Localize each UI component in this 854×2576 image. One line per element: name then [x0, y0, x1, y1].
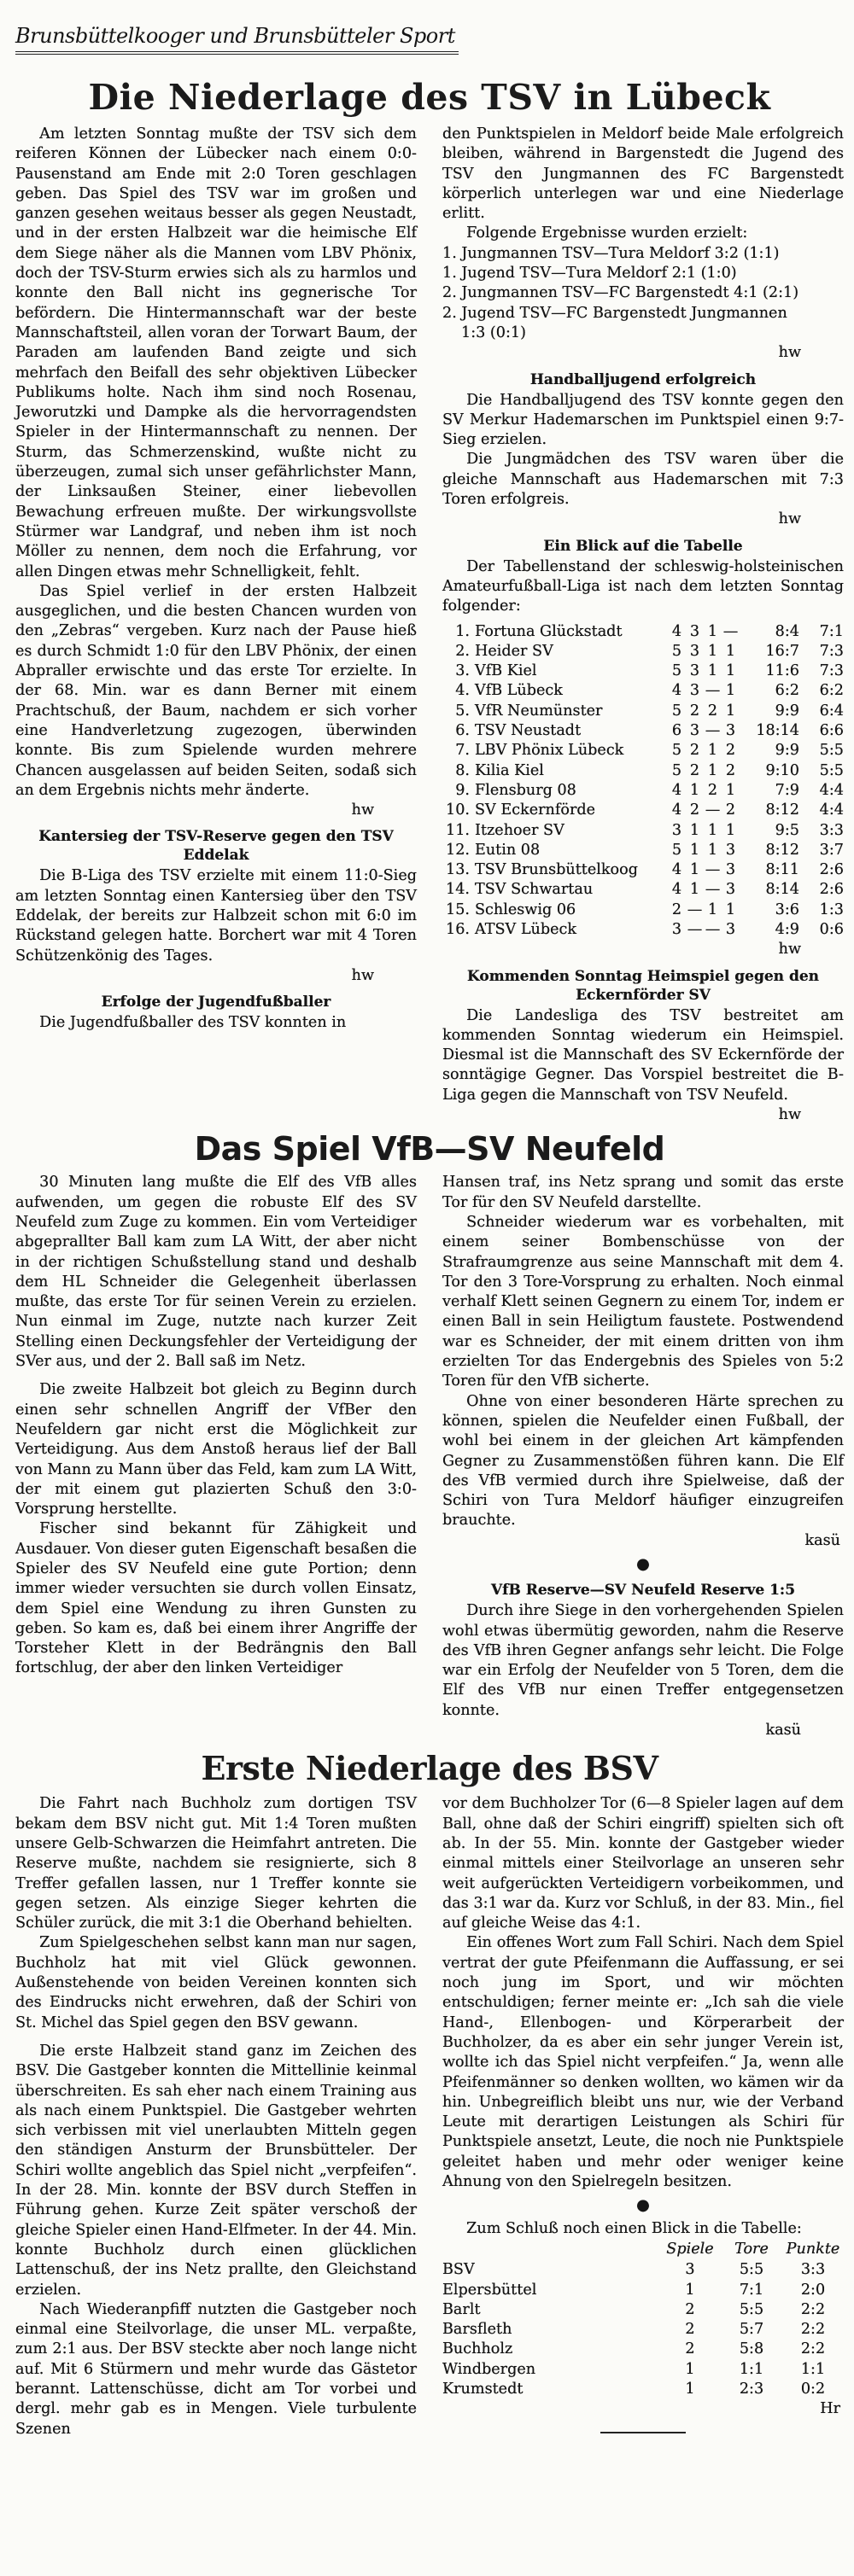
cell-points: 2:2: [800, 2340, 826, 2358]
result-item: 2. Jungmannen TSV—FC Bargenstedt 4:1 (2:1): [442, 284, 799, 302]
section-title: Brunsbüttelkooger und Brunsbütteler Sport: [15, 24, 459, 55]
article-column-left: [15, 1173, 417, 1740]
cell-team: Heider SV: [475, 642, 553, 660]
cell-won: 2: [689, 702, 700, 720]
cell-points: 6:4: [819, 702, 844, 720]
cell-games: 5: [671, 761, 682, 779]
column-header: Punkte: [786, 2240, 840, 2258]
paragraph: Die Jugendfußballer des TSV konnten in: [39, 1014, 347, 1032]
author-initials: hw: [351, 801, 374, 819]
cell-won: —: [687, 900, 703, 918]
cell-goals: 9:9: [775, 742, 799, 760]
paragraph: Der Tabellenstand der schleswig-holsteinischen Amateurfußball-Liga ist nach dem letzten Sonntag folgender:: [442, 557, 844, 615]
league-table-row: [442, 642, 844, 661]
article-vfb-neufeld: [15, 1173, 844, 1740]
league-table-row: [442, 860, 844, 880]
cell-points: 5:5: [819, 761, 844, 779]
cell-games: 1: [685, 2360, 695, 2378]
author-initials: kasü: [804, 1531, 840, 1549]
cell-won: 3: [689, 622, 700, 640]
author-initials: hw: [778, 510, 801, 528]
article-tsv-luebeck: [15, 125, 844, 1125]
cell-team: Kilia Kiel: [475, 761, 544, 779]
cell-won: 2: [689, 801, 700, 819]
cell-games: 2: [685, 2300, 695, 2318]
cell-rank: 5.: [455, 702, 470, 720]
cell-team: Itzehoer SV: [475, 821, 564, 839]
author-initials: Hr: [820, 2400, 840, 2418]
cell-team: LBV Phönix Lübeck: [475, 742, 624, 760]
cell-drawn: 2: [707, 781, 718, 799]
cell-goals: 8:14: [765, 881, 799, 899]
author-initials: kasü: [765, 1722, 801, 1740]
cell-team: Elpersbüttel: [442, 2281, 537, 2299]
end-rule: [600, 2432, 686, 2433]
cell-lost: 1: [725, 662, 736, 680]
cell-points: 6:6: [819, 722, 844, 740]
paragraph: Die zweite Halbzeit bot gleich zu Beginn durch einen sehr schnellen Angriff der VfBer den Neufeldern gar nicht erst die Möglichkeit zur Verteidigung. Aus dem Anstoß heraus lief der Ball von Mann zu Mann über das Feld, kam zum LA Witt, der mit einem gut plazierten Schuß den 3:0-Vorsprung herstellte.: [15, 1381, 417, 1518]
cell-points: 2:2: [800, 2300, 826, 2318]
author-initials: hw: [778, 1106, 801, 1124]
subheading: Kantersieg der TSV-Reserve gegen den TSV Eddelak: [38, 828, 394, 865]
standings-header-row: [442, 2239, 844, 2260]
cell-goals: 7:1: [739, 2281, 764, 2299]
bullet-separator: ●: [636, 2196, 650, 2215]
paragraph: Zum Schluß noch einen Blick in die Tabelle:: [466, 2219, 802, 2237]
cell-team: Fortuna Glückstadt: [475, 622, 623, 640]
cell-lost: 1: [725, 781, 736, 799]
cell-rank: 16.: [446, 920, 470, 938]
cell-goals: 1:1: [739, 2360, 764, 2378]
cell-points: 2:6: [819, 861, 844, 879]
league-table-row: [442, 661, 844, 681]
cell-games: 2: [671, 900, 682, 918]
cell-points: 0:2: [800, 2380, 826, 2398]
paragraph: Nach Wiederanpfiff nutzten die Gastgeber noch einmal eine Steilvorlage, die unser ML. verpaßte, zum 2:1 aus. Der BSV steckte aber noch lange nicht auf. Mit 6 Stürmern und mehr wurde das Gästetor berannt. Lattenschüsse, dicht am Tor vorbei und dergl. mehr gab es in Mengen. Viele turbulente Szenen: [15, 2300, 417, 2438]
cell-rank: 6.: [455, 722, 470, 740]
cell-goals: 5:5: [739, 2261, 764, 2279]
cell-points: 2:6: [819, 881, 844, 899]
league-table-row: [442, 741, 844, 761]
cell-team: Windbergen: [442, 2360, 536, 2378]
paragraph-gap: [15, 1372, 417, 1380]
cell-goals: 3:6: [775, 900, 799, 918]
cell-games: 5: [671, 662, 682, 680]
article-column-left: [15, 1794, 417, 2439]
cell-team: VfB Kiel: [475, 662, 537, 680]
paragraph: Die Fahrt nach Buchholz zum dortigen TSV bekam dem BSV nicht gut. Mit 1:4 Toren mußten unsere Gelb-Schwarzen die Heimfahrt antreten. Die Reserve mußte, nachdem sie resignierte, sich 8 Treffer gefallen lassen, nur 1 Treffer konnte sie gegen setzen. Als einzige Sieger kehrten die Schüler zurück, die mit 3:1 die Oberhand behielten.: [15, 1795, 417, 1932]
paragraph: Zum Spielgeschehen selbst kann man nur sagen, Buchholz hat mit viel Glück gewonnen. Außenstehende von beiden Vereinen konnten sich des Eindrucks nicht erwehren, daß der Schiri von St. Michel das Spiel gegen den BSV gewann.: [15, 1934, 417, 2031]
column-header: Spiele: [666, 2240, 714, 2258]
cell-drawn: 1: [707, 622, 718, 640]
league-table: [442, 622, 844, 941]
author-initials: hw: [778, 344, 801, 362]
cell-lost: 2: [725, 801, 736, 819]
cell-points: 3:7: [819, 841, 844, 859]
paragraph: Durch ihre Siege in den vorhergehenden Spielen wohl etwas übermütig geworden, nahm die Reserve des VfB ihren Gegner anfangs sehr leicht. Die Folge war ein Erfolg der Neufelder von 5 Toren, dem die Elf des VfB nur einen Treffer entgegensetzen konnte.: [442, 1602, 844, 1719]
result-item: 1:3 (0:1): [461, 323, 526, 341]
standings-table: [442, 2239, 844, 2399]
league-table-row: [442, 702, 844, 721]
cell-points: 7:3: [819, 642, 844, 660]
cell-points: 2:2: [800, 2321, 826, 2339]
paragraph: Ohne von einer besonderen Härte sprechen zu können, spielen die Neufelder einen Fußball, der wohl bei einem in der gleichen Art kämpfenden Gegner zu Zusammenstößen führen kann. Die Elf des VfB vermied durch ihre Spielweise, daß der Schiri von Tura Meldorf häufiger einzugreifen brauchte.: [442, 1392, 844, 1530]
headline-bsv-niederlage: Erste Niederlage des BSV: [201, 1749, 658, 1788]
cell-games: 5: [671, 642, 682, 660]
league-table-row: [442, 841, 844, 860]
cell-drawn: —: [705, 920, 721, 938]
cell-goals: 8:12: [765, 841, 799, 859]
league-table-row: [442, 761, 844, 781]
cell-lost: 1: [725, 900, 736, 918]
paragraph: Ein offenes Wort zum Fall Schiri. Nach dem Spiel vertrat der gute Pfeifenmann die Auffassung, er sei noch jung im Sport, und wir möchten entschuldigen; ferner meinte er: „Ich sah die viele Hand-, Ellenbogen- und Körperarbeit der Buchholzer, da es aber ein sehr junger Verein ist, wollte ich das Spiel nicht verpfeifen.“ Ja, wenn alle Pfeifenmänner so denken wollten, wo kämen wir da hin. Unbegreiflich bleibt uns nur, wie der Verband Leute mit derartigen Leistungen als Schiri für Punktspiele ansetzt, Leute, die noch nie Punktspiele geleitet haben und mehr oder weniger keine Ahnung von den Spielregeln besitzen.: [442, 1934, 844, 2191]
cell-goals: 8:11: [765, 861, 799, 879]
cell-rank: 2.: [455, 642, 470, 660]
league-table-row: [442, 920, 844, 940]
paragraph-continued: vor dem Buchholzer Tor (6—8 Spieler lagen auf dem Ball, ohne daß der Schiri eingriff) spielten sich oft ab. In der 55. Min. konnte der Gastgeber wieder einmal mittels einer Steilvorlage an unseren sehr weit aufgerückten Verteidigern vorbeikommen, und das 3:1 war da. Kurz vor Schluß, in der 83. Min., fiel auf gleiche Weise das 4:1.: [442, 1795, 844, 1932]
cell-rank: 14.: [446, 881, 470, 899]
cell-points: 1:3: [819, 900, 844, 918]
cell-games: 3: [671, 920, 682, 938]
standings-row: [442, 2300, 844, 2320]
subheading: Handballjugend erfolgreich: [529, 370, 757, 388]
cell-drawn: 1: [707, 662, 718, 680]
standings-row: [442, 2260, 844, 2280]
cell-lost: 2: [725, 742, 736, 760]
cell-lost: 1: [725, 642, 736, 660]
league-table-row: [442, 880, 844, 900]
article-column-right: [442, 1794, 844, 2439]
cell-rank: 1.: [455, 622, 470, 640]
cell-goals: 11:6: [765, 662, 799, 680]
cell-team: VfR Neumünster: [475, 702, 603, 720]
cell-goals: 8:12: [765, 801, 799, 819]
cell-lost: 3: [725, 841, 736, 859]
cell-team: Krumstedt: [442, 2380, 524, 2398]
cell-won: 3: [689, 642, 700, 660]
cell-rank: 8.: [455, 761, 470, 779]
cell-team: ATSV Lübeck: [475, 920, 577, 938]
cell-lost: 1: [725, 821, 736, 839]
paragraph: Die B-Liga des TSV erzielte mit einem 11:0-Sieg am letzten Sonntag einen Kantersieg über den TSV Eddelak, der bereits zur Halbzeit schon mit 6:0 im Rückstand gelegen hatte. Borchert war mit 4 Toren Schützenkönig des Tages.: [15, 867, 417, 965]
subheading: VfB Reserve—SV Neufeld Reserve 1:5: [490, 1582, 796, 1600]
cell-won: 1: [689, 841, 700, 859]
cell-goals: 2:3: [739, 2380, 764, 2398]
cell-drawn: 1: [707, 761, 718, 779]
cell-team: Barsfleth: [442, 2321, 512, 2339]
cell-points: 5:5: [819, 742, 844, 760]
cell-won: 1: [689, 881, 700, 899]
cell-points: 1:1: [800, 2360, 826, 2378]
standings-row: [442, 2281, 844, 2300]
cell-goals: 16:7: [765, 642, 799, 660]
cell-games: 6: [671, 722, 682, 740]
cell-team: SV Eckernförde: [475, 801, 596, 819]
league-table-row: [442, 622, 844, 642]
cell-games: 4: [671, 861, 682, 879]
paragraph: 30 Minuten lang mußte die Elf des VfB alles aufwenden, um gegen die robuste Elf des SV Neufeld zum Zuge zu kommen. Ein vom Verteidiger abgeprallter Ball kam zum LA Witt, der aber nicht in der richtigen Schußstellung stand und deshalb dem HL Schneider die Gelegenheit überlassen mußte, das erste Tor für seinen Verein zu erzielen. Nun einmal im Zuge, nutzte nach kurzer Zeit Stelling einen Deckungsfehler der Verteidigung der SVer aus, und der 2. Ball saß im Netz.: [15, 1174, 417, 1371]
paragraph: Die erste Halbzeit stand ganz im Zeichen des BSV. Die Gastgeber konnten die Mittellinie keinmal überschreiten. Es sah eher nach einem Training aus als nach einem Punktspiel. Die Gastgeber wehrten sich verbissen mit viel unerlaubten Mitteln gegen den ständigen Ansturm der Brunsbütteler. Der Schiri wollte angeblich das Spiel nicht „verpfeifen“. In der 28. Min. konnte der BSV durch Steffen in Führung gehen. Kurze Zeit später verschoß der gleiche Spieler einen Hand-Elfmeter. In der 44. Min. konnte Buchholz durch einen glücklichen Lattenschuß, der ins Netz prallte, den Gleichstand erzielen.: [15, 2042, 417, 2299]
article-column-left: [15, 125, 417, 1125]
cell-rank: 13.: [446, 861, 470, 879]
cell-won: 2: [689, 742, 700, 760]
cell-drawn: —: [705, 682, 721, 700]
paragraph-continued: Hansen traf, ins Netz sprang und somit das erste Tor für den SV Neufeld darstellte.: [442, 1174, 844, 1211]
cell-goals: 6:2: [775, 682, 799, 700]
paragraph: Das Spiel verlief in der ersten Halbzeit ausgeglichen, und die besten Chancen wurden von den „Zebras“ vergeben. Kurz nach der Pause hieß es durch Schmidt 1:0 für den LBV Phönix, der einen Abpraller erwischte und das erste Tor erzielte. In der 68. Min. war es dann Berner mit einem Prachtschuß, der Baum, nachdem er sich vorher eine Handverletzung zugezogen, überwinden konnte. Bis zum Spielende wurden mehrere Chancen ausgelassen auf beiden Seiten, sodaß sich an dem Ergebnis nichts mehr änderte.: [15, 582, 417, 799]
article-bsv-niederlage: [15, 1794, 844, 2439]
cell-games: 1: [685, 2281, 695, 2299]
headline-vfb-neufeld: Das Spiel VfB—SV Neufeld: [194, 1130, 665, 1169]
cell-drawn: —: [705, 722, 721, 740]
cell-team: BSV: [442, 2261, 475, 2279]
column-header: Tore: [734, 2240, 769, 2258]
cell-games: 2: [685, 2340, 695, 2358]
cell-drawn: —: [705, 881, 721, 899]
cell-goals: 4:9: [775, 920, 799, 938]
cell-points: 0:6: [819, 920, 844, 938]
cell-games: 1: [685, 2380, 695, 2398]
cell-won: —: [687, 920, 703, 938]
cell-rank: 3.: [455, 662, 470, 680]
cell-won: 1: [689, 781, 700, 799]
header-blank: [442, 2239, 659, 2260]
cell-points: 7:1: [819, 622, 844, 640]
result-item: 1. Jugend TSV—Tura Meldorf 2:1 (1:0): [442, 265, 737, 283]
cell-games: 4: [671, 682, 682, 700]
cell-won: 2: [689, 761, 700, 779]
league-table-row: [442, 681, 844, 701]
cell-team: TSV Brunsbüttelkoog: [475, 861, 638, 879]
cell-games: 4: [671, 881, 682, 899]
cell-drawn: —: [705, 861, 721, 879]
cell-goals: 5:8: [739, 2340, 764, 2358]
section-header: [15, 0, 844, 65]
cell-team: Eutin 08: [475, 841, 541, 859]
result-item: 2. Jugend TSV—FC Bargenstedt Jungmannen: [442, 304, 787, 322]
article-column-right: [442, 125, 844, 1125]
cell-lost: 3: [725, 861, 736, 879]
cell-points: 4:4: [819, 781, 844, 799]
subheading: Erfolge der Jugendfußballer: [101, 994, 331, 1011]
subheading: Kommenden Sonntag Heimspiel gegen den Eckernförder SV: [466, 967, 820, 1004]
paragraph: Am letzten Sonntag mußte der TSV sich dem reiferen Können der Lübecker nach einem 0:0-Pausenstand am Ende mit 2:0 Toren geschlagen geben. Das Spiel des TSV war im großen und ganzen gesehen weitaus besser als gegen Neustadt, und in der ersten Halbzeit war die heimische Elf dem Siege näher als die Mannen vom LBV Phönix, doch der TSV-Sturm erwies sich als zu harmlos und konnte den Ball nicht ins gegnerische Tor befördern. Die Hintermannschaft war der beste Mannschaftsteil, allen voran der Torwart Baum, der Paraden am laufenden Band zeigte und sich mehrfach den Beifall des sehr objektiven Lübecker Publikums holte. Nach ihm sind noch Rosenau, Jeworutzki und Dampke als die hervorragendsten Spieler in der Hintermannschaft zu nennen. Der Sturm, das Schmerzenskind, wußte nicht zu überzeugen, zumal sich unser gefährlichster Mann, der Linksaußen Steiner, einer liebevollen Bewachung erfreuen mußte. Der wirkungsvollste Stürmer war Landgraf, und neben ihm ist noch Möller zu nennen, dem noch die Erfahrung, vor allen Dingen etwas mehr Schnelligkeit, fehlt.: [15, 125, 417, 580]
cell-won: 3: [689, 682, 700, 700]
results-list: [442, 244, 844, 343]
cell-games: 2: [685, 2321, 695, 2339]
standings-row: [442, 2380, 844, 2399]
cell-drawn: 1: [707, 742, 718, 760]
cell-drawn: 1: [707, 900, 718, 918]
cell-rank: 4.: [455, 682, 470, 700]
cell-games: 5: [671, 742, 682, 760]
league-table-row: [442, 801, 844, 820]
cell-team: TSV Neustadt: [475, 722, 582, 740]
cell-drawn: 1: [707, 841, 718, 859]
cell-points: 3:3: [800, 2261, 826, 2279]
cell-points: 4:4: [819, 801, 844, 819]
cell-drawn: —: [705, 801, 721, 819]
league-table-row: [442, 721, 844, 741]
cell-won: 3: [689, 662, 700, 680]
league-table-row: [442, 900, 844, 920]
cell-lost: 3: [725, 722, 736, 740]
cell-games: 4: [671, 622, 682, 640]
cell-goals: 9:5: [775, 821, 799, 839]
cell-won: 1: [689, 861, 700, 879]
cell-games: 3: [671, 821, 682, 839]
cell-lost: 1: [725, 702, 736, 720]
cell-won: 3: [689, 722, 700, 740]
cell-rank: 15.: [446, 900, 470, 918]
cell-rank: 10.: [446, 801, 470, 819]
cell-points: 2:0: [800, 2281, 826, 2299]
cell-won: 1: [689, 821, 700, 839]
cell-games: 4: [671, 801, 682, 819]
paragraph: Die Handballjugend des TSV konnte gegen den SV Merkur Hademarschen im Punktspiel einen 9:7-Sieg erzielen.: [442, 391, 844, 449]
article-column-right: [442, 1173, 844, 1740]
cell-games: 5: [671, 702, 682, 720]
cell-points: 6:2: [819, 682, 844, 700]
paragraph: Schneider wiederum war es vorbehalten, mit einem seiner Bombenschüsse von der Strafraumgrenze aus seine Mannschaft mit dem 4. Tor den 3 Tore-Vorsprung zu erhalten. Noch einmal verhalf Klett seinen Gegnern zu einem Tor, indem er einen Ball in sein Heiligtum faustete. Postwendend war es Schneider, der mit einem dritten von ihm erzielten Tor das Endergebnis des Spieles von 5:2 Toren für den VfB sicherte.: [442, 1213, 844, 1390]
cell-games: 4: [671, 781, 682, 799]
cell-rank: 9.: [455, 781, 470, 799]
cell-team: Schleswig 06: [475, 900, 576, 918]
subheading: Ein Blick auf die Tabelle: [543, 537, 743, 555]
cell-team: VfB Lübeck: [475, 682, 563, 700]
league-table-row: [442, 781, 844, 801]
cell-rank: 7.: [455, 742, 470, 760]
result-item: 1. Jungmannen TSV—Tura Meldorf 3:2 (1:1): [442, 244, 780, 262]
paragraph-continued: den Punktspielen in Meldorf beide Male erfolgreich bleiben, während in Bargenstedt die Jugend des TSV den Jungmannen des FC Bargenstedt körperlich unterlegen war und eine Niederlage erlitt.: [442, 125, 844, 223]
cell-team: TSV Schwartau: [475, 881, 594, 899]
cell-team: Barlt: [442, 2300, 481, 2318]
cell-goals: 8:4: [775, 622, 799, 640]
cell-rank: 11.: [446, 821, 470, 839]
cell-goals: 18:14: [756, 722, 799, 740]
bullet-separator: ●: [636, 1555, 650, 1573]
cell-team: Buchholz: [442, 2340, 513, 2358]
paragraph: Die Jungmädchen des TSV waren über die gleiche Mannschaft aus Hademarschen mit 7:3 Toren erfolgreis.: [442, 451, 844, 509]
league-table-row: [442, 821, 844, 841]
paragraph-gap: [15, 2033, 417, 2042]
cell-goals: 5:7: [739, 2321, 764, 2339]
paragraph: Folgende Ergebnisse wurden erzielt:: [466, 224, 748, 242]
author-initials: hw: [778, 941, 801, 959]
cell-goals: 9:9: [775, 702, 799, 720]
cell-drawn: 1: [707, 821, 718, 839]
cell-goals: 7:9: [775, 781, 799, 799]
cell-lost: 3: [725, 881, 736, 899]
cell-lost: 2: [725, 761, 736, 779]
cell-lost: 1: [725, 682, 736, 700]
cell-goals: 5:5: [739, 2300, 764, 2318]
cell-points: 3:3: [819, 821, 844, 839]
standings-row: [442, 2340, 844, 2359]
cell-drawn: 1: [707, 642, 718, 660]
headline-tsv-luebeck: Die Niederlage des TSV in Lübeck: [88, 77, 771, 118]
paragraph: Fischer sind bekannt für Zähigkeit und Ausdauer. Von dieser guten Eigenschaft besaßen die Spieler des SV Neufeld eine gute Portion; denn immer wieder versuchten sie durch vollen Einsatz, dem Spiel eine Wendung zu ihren Gunsten zu geben. So kam es, daß bei einem ihrer Angriffe der Torsteher Klett in der Bedrängnis den Ball fortschlug, der aber den linken Verteidiger: [15, 1520, 417, 1677]
standings-row: [442, 2360, 844, 2380]
cell-rank: 12.: [446, 841, 470, 859]
cell-lost: —: [722, 622, 739, 640]
cell-points: 7:3: [819, 662, 844, 680]
cell-games: 3: [685, 2261, 695, 2279]
paragraph: Die Landesliga des TSV bestreitet am kommenden Sonntag wiederum ein Heimspiel. Diesmal ist die Mannschaft des SV Eckernförde der sonntägige Gegner. Das Vorspiel bestreitet die B-Liga gegen die Mannschaft von TSV Neufeld.: [442, 1006, 844, 1104]
cell-games: 5: [671, 841, 682, 859]
standings-row: [442, 2320, 844, 2340]
cell-team: Flensburg 08: [475, 781, 576, 799]
cell-drawn: 2: [707, 702, 718, 720]
cell-lost: 3: [725, 920, 736, 938]
cell-goals: 9:10: [765, 761, 799, 779]
author-initials: hw: [351, 966, 374, 984]
